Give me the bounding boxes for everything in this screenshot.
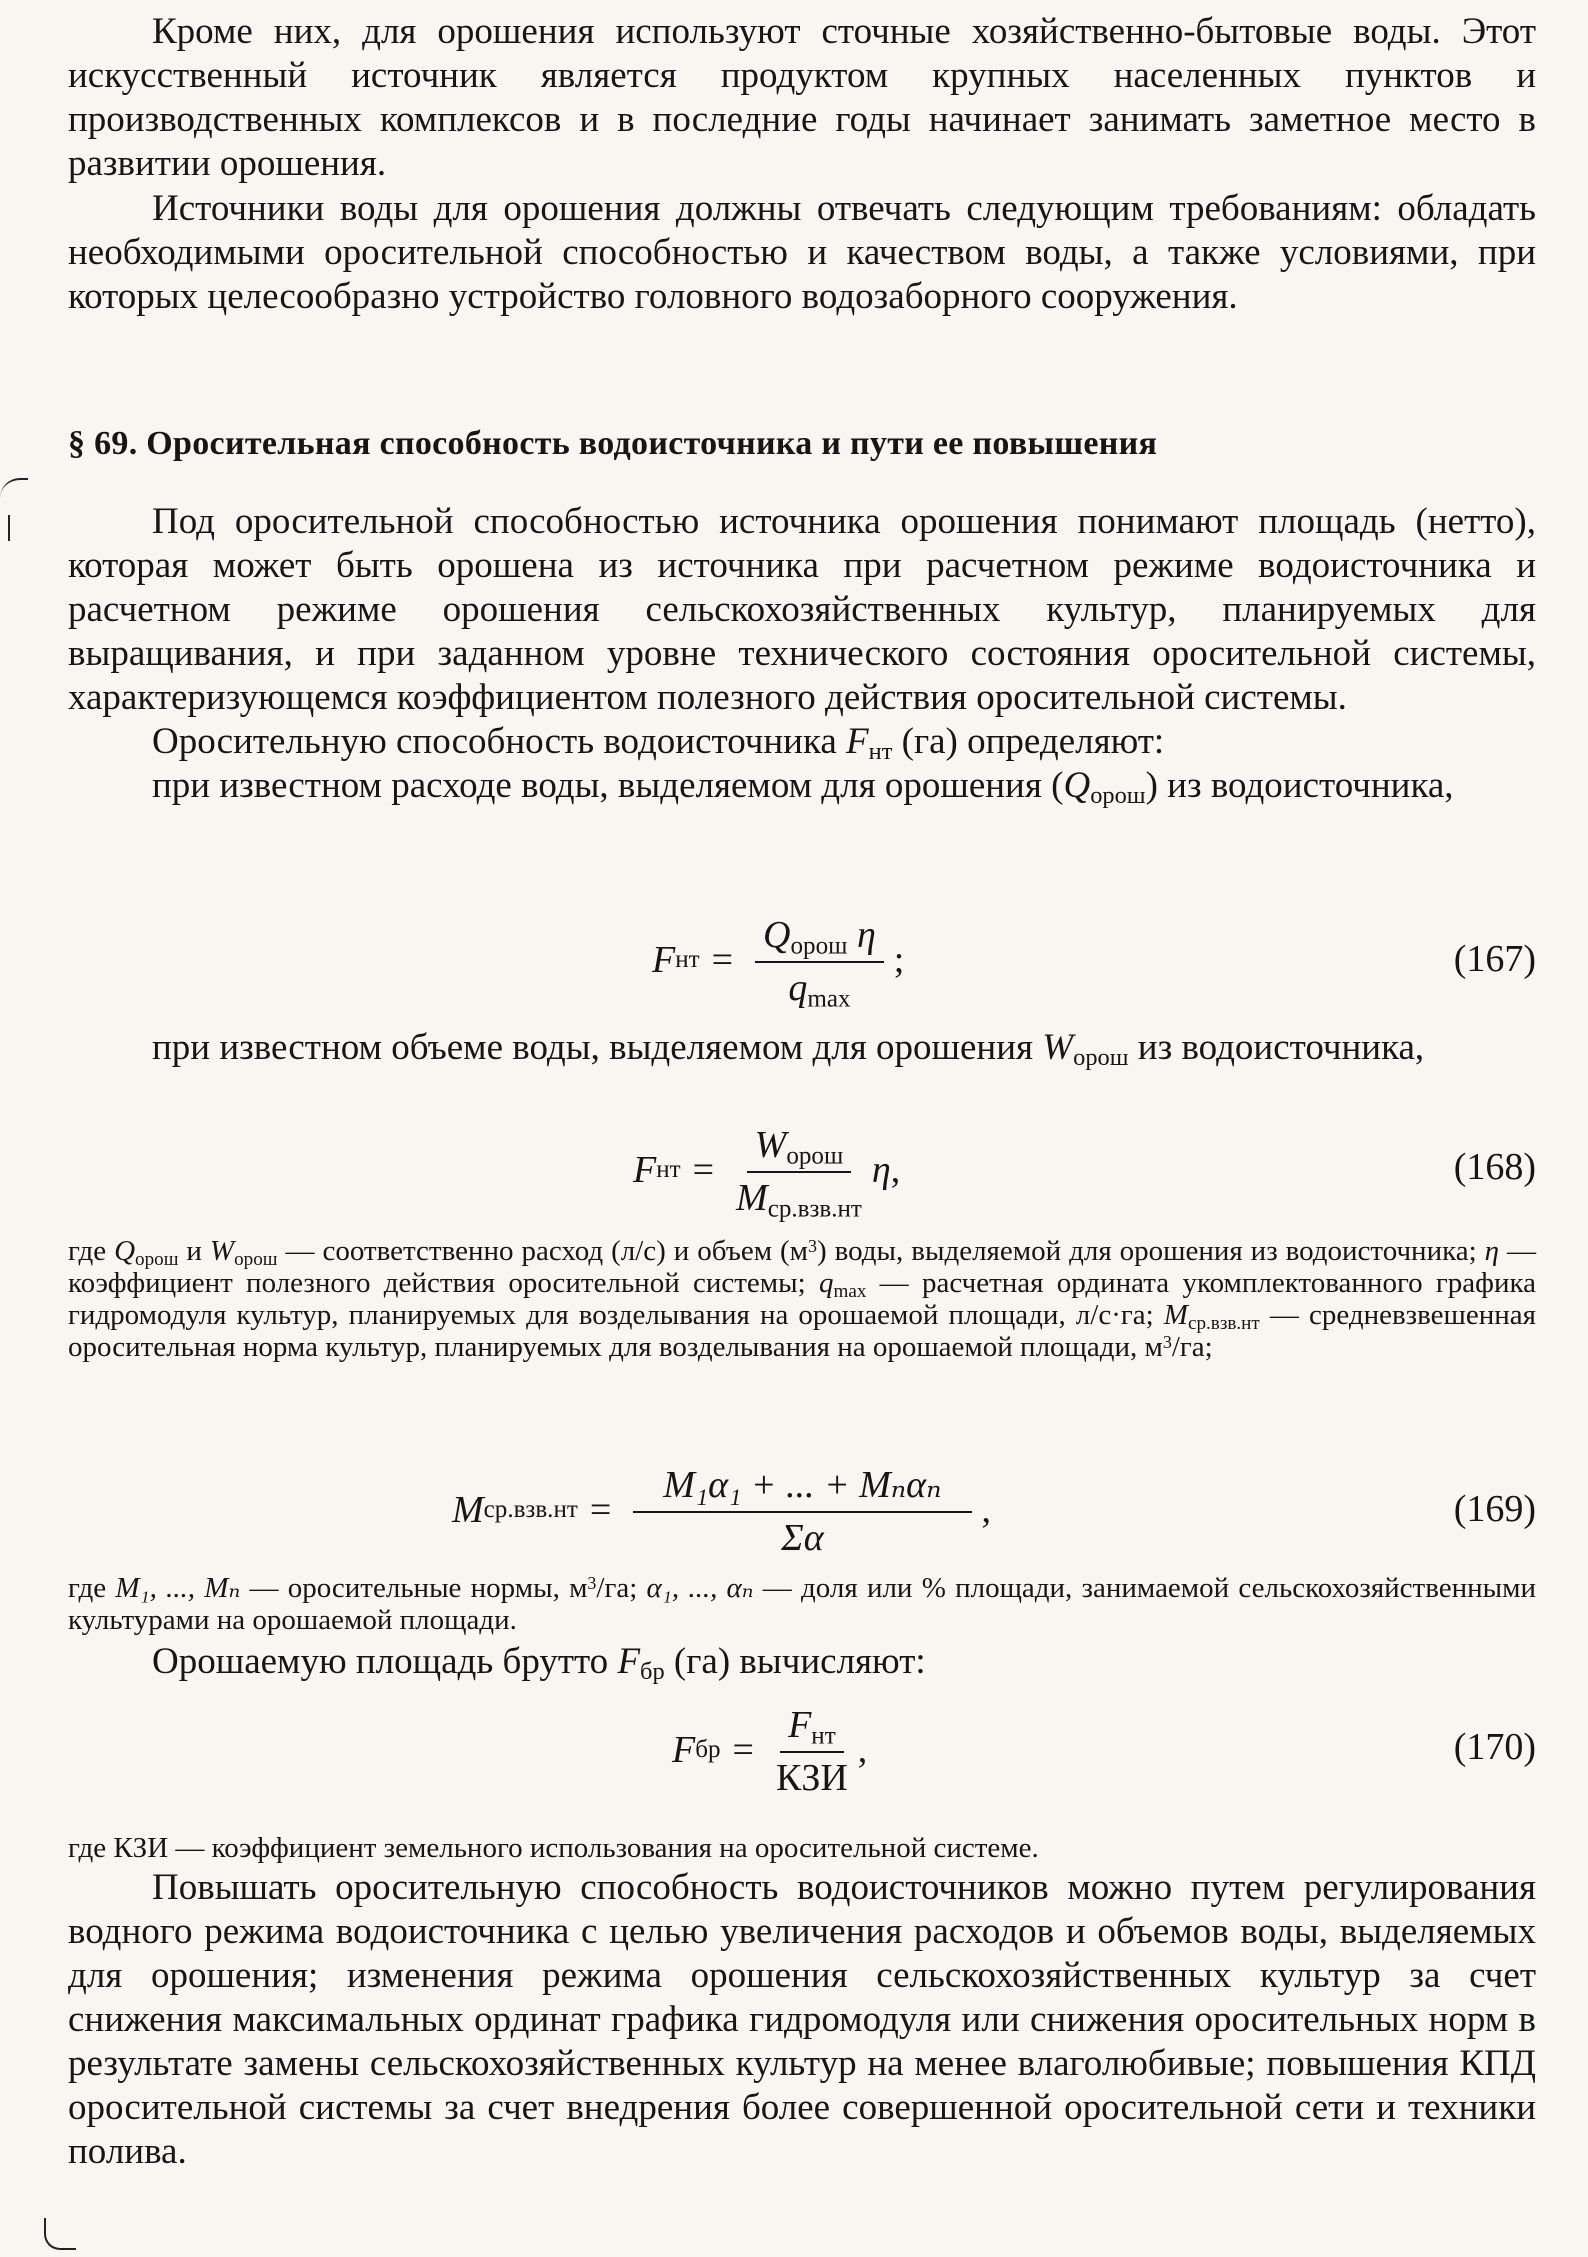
paragraph-6: при известном объеме воды, выделяемом для орошения $W_{орош}$ из водоисточника, bbox=[152, 1027, 1425, 1072]
volume-block bbox=[68, 1026, 1536, 1070]
paragraph-4: Оросительную способность водоисточника $F_{нт}$ (га) определяют: bbox=[152, 721, 1165, 766]
paragraph-3: Под оросительной способностью источника орошения понимают площадь (нетто), которая может быть орошена из источника при расчетном режиме водоисточника и расчетном режиме орошения сельскохозяйственных культур, планируемых для выращивания, и при заданном уровне технического состояния оросительной системы, характеризующемся коэффициентом полезного действия оросительной системы. bbox=[68, 501, 1536, 718]
paragraph-2: Источники воды для орошения должны отвечать следующим требованиям: обладать необходимыми оросительной способностью и качеством воды, а также условиями, при которых целесообразно устройство головного водозаборного сооружения. bbox=[68, 188, 1536, 317]
margin-mark-top bbox=[0, 478, 28, 510]
definition-block bbox=[68, 500, 1536, 808]
margin-mark-bottom bbox=[44, 2218, 76, 2250]
note-block-1 bbox=[68, 1235, 1536, 1363]
section-heading: § 69. Оросительная способность водоисточника и пути ее повышения bbox=[68, 425, 1158, 462]
equation-170: F бр = $\frac{F_{нт}}{\text{КЗИ}}$ , (170) bbox=[672, 1703, 1536, 1799]
fraction-170: $\frac{F_{нт}}{\text{КЗИ}}$ bbox=[775, 1703, 848, 1799]
paragraph-5: при известном расходе воды, выделяемом для орошения $(Q_{орош})$ из водоисточника, bbox=[152, 765, 1454, 810]
note-block-2 bbox=[68, 1572, 1536, 1684]
margin-mark-tick bbox=[8, 515, 10, 541]
equation-number-167: (167) bbox=[1453, 938, 1536, 980]
equation-168: F нт = $\frac{W_{орош}}{M_{ср.взв.нт}}$ η , (168) bbox=[633, 1123, 1536, 1222]
note-2: где M₁, ..., Mₙ — оросительные нормы, $м^3/га$; α₁, ..., αₙ — доля или % площади, занимаемой сельскохозяйственными культурами на орошаемой площади. bbox=[68, 1572, 1537, 1636]
equation-number-168: (168) bbox=[1453, 1146, 1536, 1188]
paragraph-9: Повышать оросительную способность водоисточников можно путем регулирования водного режима водоисточника с целью увеличения расходов и объемов воды, выделяемых для орошения; изменения режима орошения сельскохозяйственных культур за счет снижения максимальных ординат графика гидромодуля или снижения оросительных норм в результате замены сельскохозяйственных культур на менее влаголюбивые; повышения КПД оросительной системы за счет внедрения более совершенной оросительной сети и техники полива. bbox=[68, 1867, 1536, 2172]
equation-169: M ср.взв.нт = $\frac{\text{M₁α₁ + ... + Mₙαₙ}}{\Sigma\alpha}$ , (169) bbox=[452, 1463, 1536, 1559]
note-3: где КЗИ — коэффициент земельного использования на оросительной системе. bbox=[68, 1832, 1039, 1864]
fraction-169: $\frac{\text{M₁α₁ + ... + Mₙαₙ}}{\Sigma\alpha}$ bbox=[633, 1462, 971, 1559]
equation-number-169: (169) bbox=[1453, 1488, 1536, 1530]
paragraph-8: Орошаемую площадь брутто $F_{бр}$ (га) вычисляют: bbox=[152, 1641, 926, 1686]
fraction-168: $\frac{W_{орош}}{M_{ср.взв.нт}}$ bbox=[736, 1123, 862, 1222]
intro-block bbox=[68, 10, 1536, 319]
fraction-167: $\frac{Q_{орош} \eta}{q_{max}}$ bbox=[755, 912, 884, 1009]
paragraph-1: Кроме них, для орошения используют сточные хозяйственно-бытовые воды. Этот искусственный источник является продуктом крупных населенных пунктов и производственных комплексов и в последние годы начинает занимать заметное место в развитии орошения. bbox=[68, 11, 1536, 184]
equation-number-170: (170) bbox=[1453, 1726, 1536, 1768]
equation-167: F нт = $\frac{Q_{орош} \eta}{q_{max}}$ ; (167) bbox=[652, 913, 1536, 1012]
note-1: где $Q_{орош}$ и $W_{орош}$ — соответственно расход (л/с) и объем $(м^3)$ воды, выделяемой для орошения из водоисточника; η — коэффициент полезного действия оросительной системы; $q_{max}$ — расчетная ордината укомплектованного графика гидромодуля культур, планируемых для возделывания на орошаемой площади, л/с·га; $M_{ср.взв.нт}$ — средневзвешенная оросительная норма культур, планируемых для возделывания на орошаемой площади, $м^3/га$; bbox=[68, 1235, 1537, 1363]
final-block bbox=[68, 1832, 1536, 2174]
